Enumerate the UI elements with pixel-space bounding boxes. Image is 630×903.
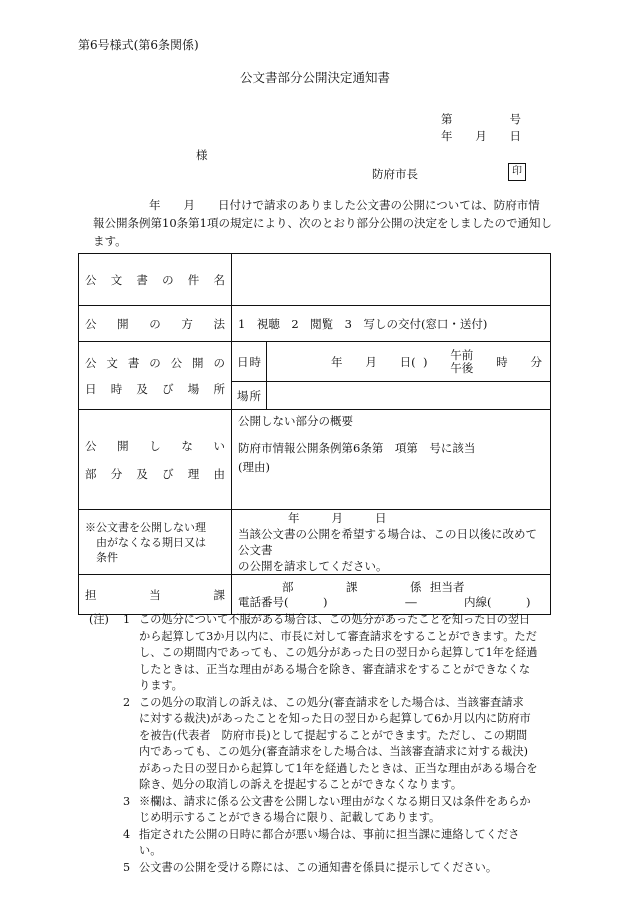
notice-date: [441, 128, 521, 144]
label-undisclosed: 公 開 し な い 部 分 及 び 理 由: [79, 410, 232, 510]
row-section: [79, 575, 551, 615]
row-datetime: [79, 342, 551, 382]
value-undisclosed: [232, 410, 551, 510]
note-text: ※欄は、請求に係る公文書を公開しない理由がなくなる期日又は条件をあらか じめ明示することができる場合に限り、記載してあります。: [139, 794, 531, 824]
row-method: [79, 306, 551, 342]
date-month: 月: [475, 129, 487, 143]
note-item: 5 公文書の公開を受ける際には、この通知書を係員に提示してください。: [93, 860, 553, 877]
label-date: 日 時: [232, 342, 267, 382]
label-expiry: ※公文書を公開しない理 由がなくなる期日又は 条件: [79, 510, 232, 575]
date-month-slot: 月: [365, 354, 377, 369]
row-undisclosed: [79, 410, 551, 510]
note-text: 指定された公開の日時に都合が悪い場合は、事前に担当課に連絡してくださ い。: [139, 827, 520, 857]
section-phone: 電話番号( ) ― 内線( ): [238, 594, 531, 609]
date-year: 年: [441, 129, 453, 143]
undisclosed-summary: 公開しない部分の概要: [238, 414, 353, 428]
label-method: 公 開 の 方 法: [79, 306, 232, 342]
expiry-date: 年 月 日: [288, 511, 387, 525]
value-section: [232, 575, 551, 615]
time-minute-slot: 分: [530, 354, 542, 369]
note-item: 2 この処分の取消しの訴えは、この処分(審査請求をした場合は、当該審査請求 に対する裁決)があったことを知った日の翌日から起算して6か月以内に防府市 を被告(代表者 防府市長)として提起することができます。ただし、この期間 内であっても、この処分(審査請求をした場合は、当該審査請求に対する裁決) があった日の翌日から起算して1年を経過したときは、正当な理由がある場合を 除き、処分の取消しの訴えを提起することができなくなります。: [93, 695, 553, 794]
date-year-slot: 年: [331, 354, 343, 369]
date-day-slot: 日( ): [399, 354, 428, 369]
label-document-name: 公 文 書 の 件 名: [79, 254, 232, 306]
disclosure-table: [78, 253, 551, 615]
label-datetime-place: 公 文 書 の 公 開 の 日 時 及 び 場 所: [79, 342, 232, 410]
intro-line: 年 月 日付けで請求のありました公文書の公開については、防府市情: [149, 198, 540, 212]
notes-section: [89, 612, 553, 876]
intro-line: 報公開条例第10条第1項の規定により、次のとおり部分公開の決定をしましたので通知し: [93, 216, 552, 230]
addressee: 様: [196, 148, 208, 162]
date-day: 日: [509, 129, 521, 143]
value-place: [267, 382, 551, 410]
note-text: この処分について不服がある場合は、この処分があったことを知った日の翌日 から起算して3か月以内に、市長に対して審査請求をすることができます。ただ し、この期間内であっても、この処分があった日の翌日から起算して1年を経過 したときは、正当な理由がある場合を除き、審査請求をすることができなくな ります。: [139, 613, 538, 692]
value-document-name: [232, 254, 551, 306]
number-prefix: 第: [441, 112, 453, 126]
value-expiry: [232, 510, 551, 575]
expiry-text: の公開を請求してください。: [238, 559, 388, 573]
undisclosed-reason: (理由): [238, 460, 270, 474]
row-expiry: [79, 510, 551, 575]
document-title: 公文書部分公開決定通知書: [239, 70, 390, 85]
label-place: 場 所: [232, 382, 267, 410]
undisclosed-clause: 防府市情報公開条例第6条第 項第 号に該当: [238, 441, 476, 455]
intro-paragraph: [93, 196, 553, 250]
intro-line: ます。: [93, 234, 127, 248]
form-number: 第6号様式(第6条関係): [78, 38, 199, 52]
value-date: [267, 342, 551, 382]
ampm: 午前 午後: [450, 347, 474, 375]
time-hour-slot: 時: [496, 354, 508, 369]
note-item: 3 ※欄は、請求に係る公文書を公開しない理由がなくなる期日又は条件をあらか じめ明示することができる場合に限り、記載してあります。: [93, 794, 553, 827]
label-section: 担 当 課: [79, 575, 232, 615]
number-suffix: 号: [509, 112, 521, 126]
section-parts: 部 課 係 担当者: [282, 579, 465, 594]
note-text: 公文書の公開を受ける際には、この通知書を係員に提示してください。: [139, 860, 498, 874]
note-item: 4 指定された公開の日時に都合が悪い場合は、事前に担当課に連絡してくださ い。: [93, 827, 553, 860]
row-document-name: [79, 254, 551, 306]
notice-number: [441, 111, 521, 127]
expiry-text: 当該公文書の公開を希望する場合は、この日以後に改めて公文書: [238, 527, 537, 557]
seal-stamp: 印: [508, 163, 526, 181]
note-text: この処分の取消しの訴えは、この処分(審査請求をした場合は、当該審査請求 に対する裁決)があったことを知った日の翌日から起算して6か月以内に防府市 を被告(代表者 防府市長)として提起することができます。ただし、この期間 内であっても、この処分(審査請求をした場合は、当該審査請求に対する裁決) があった日の翌日から起算して1年を経過したときは、正当な理由がある場合を 除き、処分の取消しの訴えを提起することができなくなります。: [139, 695, 538, 791]
issuer-name: 防府市長: [372, 167, 418, 181]
value-method: 1 視聴 2 閲覧 3 写しの交付(窓口・送付): [232, 306, 551, 342]
note-item: (注) 1 この処分について不服がある場合は、この処分があったことを知った日の翌日 から起算して3か月以内に、市長に対して審査請求をすることができます。ただ し、この期間内であっても、この処分があった日の翌日から起算して1年を経過 したときは、正当な理由がある場合を除き、審査請求をすることができなくな ります。: [93, 612, 553, 695]
